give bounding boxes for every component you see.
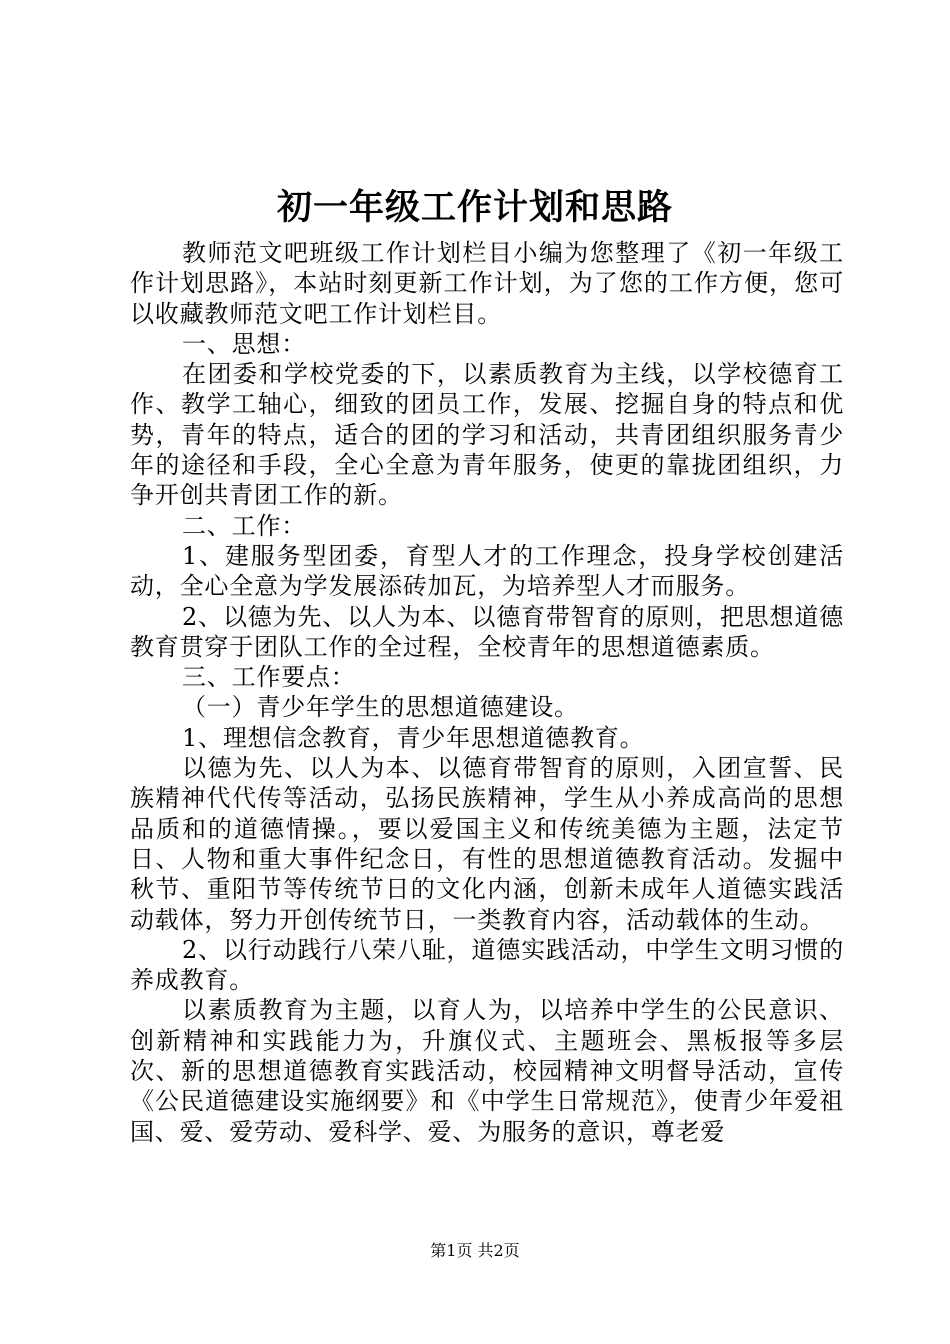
paragraph-thought: 在团委和学校党委的下，以素质教育为主线，以学校德育工作、教学工轴心，细致的团员工作，发展、挖掘自身的特点和优势，青年的特点，适合的团的学习和活动，共青团组织服务青少年的途径和手段，全心全意为青年服务，使更的靠拢团组织，力争开创共青团工作的新。 <box>130 360 844 510</box>
document-title: 初一年级工作计划和思路 <box>276 187 673 228</box>
heading-key-points: 三、工作要点： <box>182 663 356 692</box>
paragraph-intro: 教师范文吧班级工作计划栏目小编为您整理了《初一年级工作计划思路》，本站时刻更新工作计划，为了您的工作方便，您可以收藏教师范文吧工作计划栏目。 <box>130 239 844 328</box>
paragraph-quality-education: 以素质教育为主题，以育人为，以培养中学生的公民意识、创新精神和实践能力为，升旗仪式、主题班会、黑板报等多层次、新的思想道德教育实践活动，校园精神文明督导活动，宣传《公民道德建设实施纲要》和《中学生日常规范》，使青少年爱祖国、爱、爱劳动、爱科学、爱、为服务的意识，尊老爱 <box>130 996 844 1146</box>
item-practice-honor: 2、以行动践行八荣八耻，道德实践活动，中学生文明习惯的养成教育。 <box>130 935 844 995</box>
paragraph-work-1: 1、建服务型团委，育型人才的工作理念，投身学校创建活动，全心全意为学发展添砖加瓦，为培养型人才而服务。 <box>130 541 844 601</box>
subheading-moral-building: （一）青少年学生的思想道德建设。 <box>182 693 579 722</box>
heading-work: 二、工作： <box>182 511 306 540</box>
item-ideal-education: 1、理想信念教育，青少年思想道德教育。 <box>182 723 645 752</box>
paragraph-moral-education: 以德为先、以人为本、以德育带智育的原则，入团宣誓、民族精神代代传等活动，弘扬民族精神，学生从小养成高尚的思想品质和的道德情操。，要以爱国主义和传统美德为主题，法定节日、人物和重大事件纪念日，有性的思想道德教育活动。发掘中秋节、重阳节等传统节日的文化内涵，创新未成年人道德实践活动载体，努力开创传统节日，一类教育内容，活动载体的生动。 <box>130 754 844 934</box>
page-footer: 第1页 共2页 <box>430 1241 520 1260</box>
heading-thought: 一、思想： <box>182 329 306 358</box>
paragraph-work-2: 2、以德为先、以人为本、以德育带智育的原则，把思想道德教育贯穿于团队工作的全过程，全校青年的思想道德素质。 <box>130 602 844 661</box>
document-body <box>130 238 844 1147</box>
